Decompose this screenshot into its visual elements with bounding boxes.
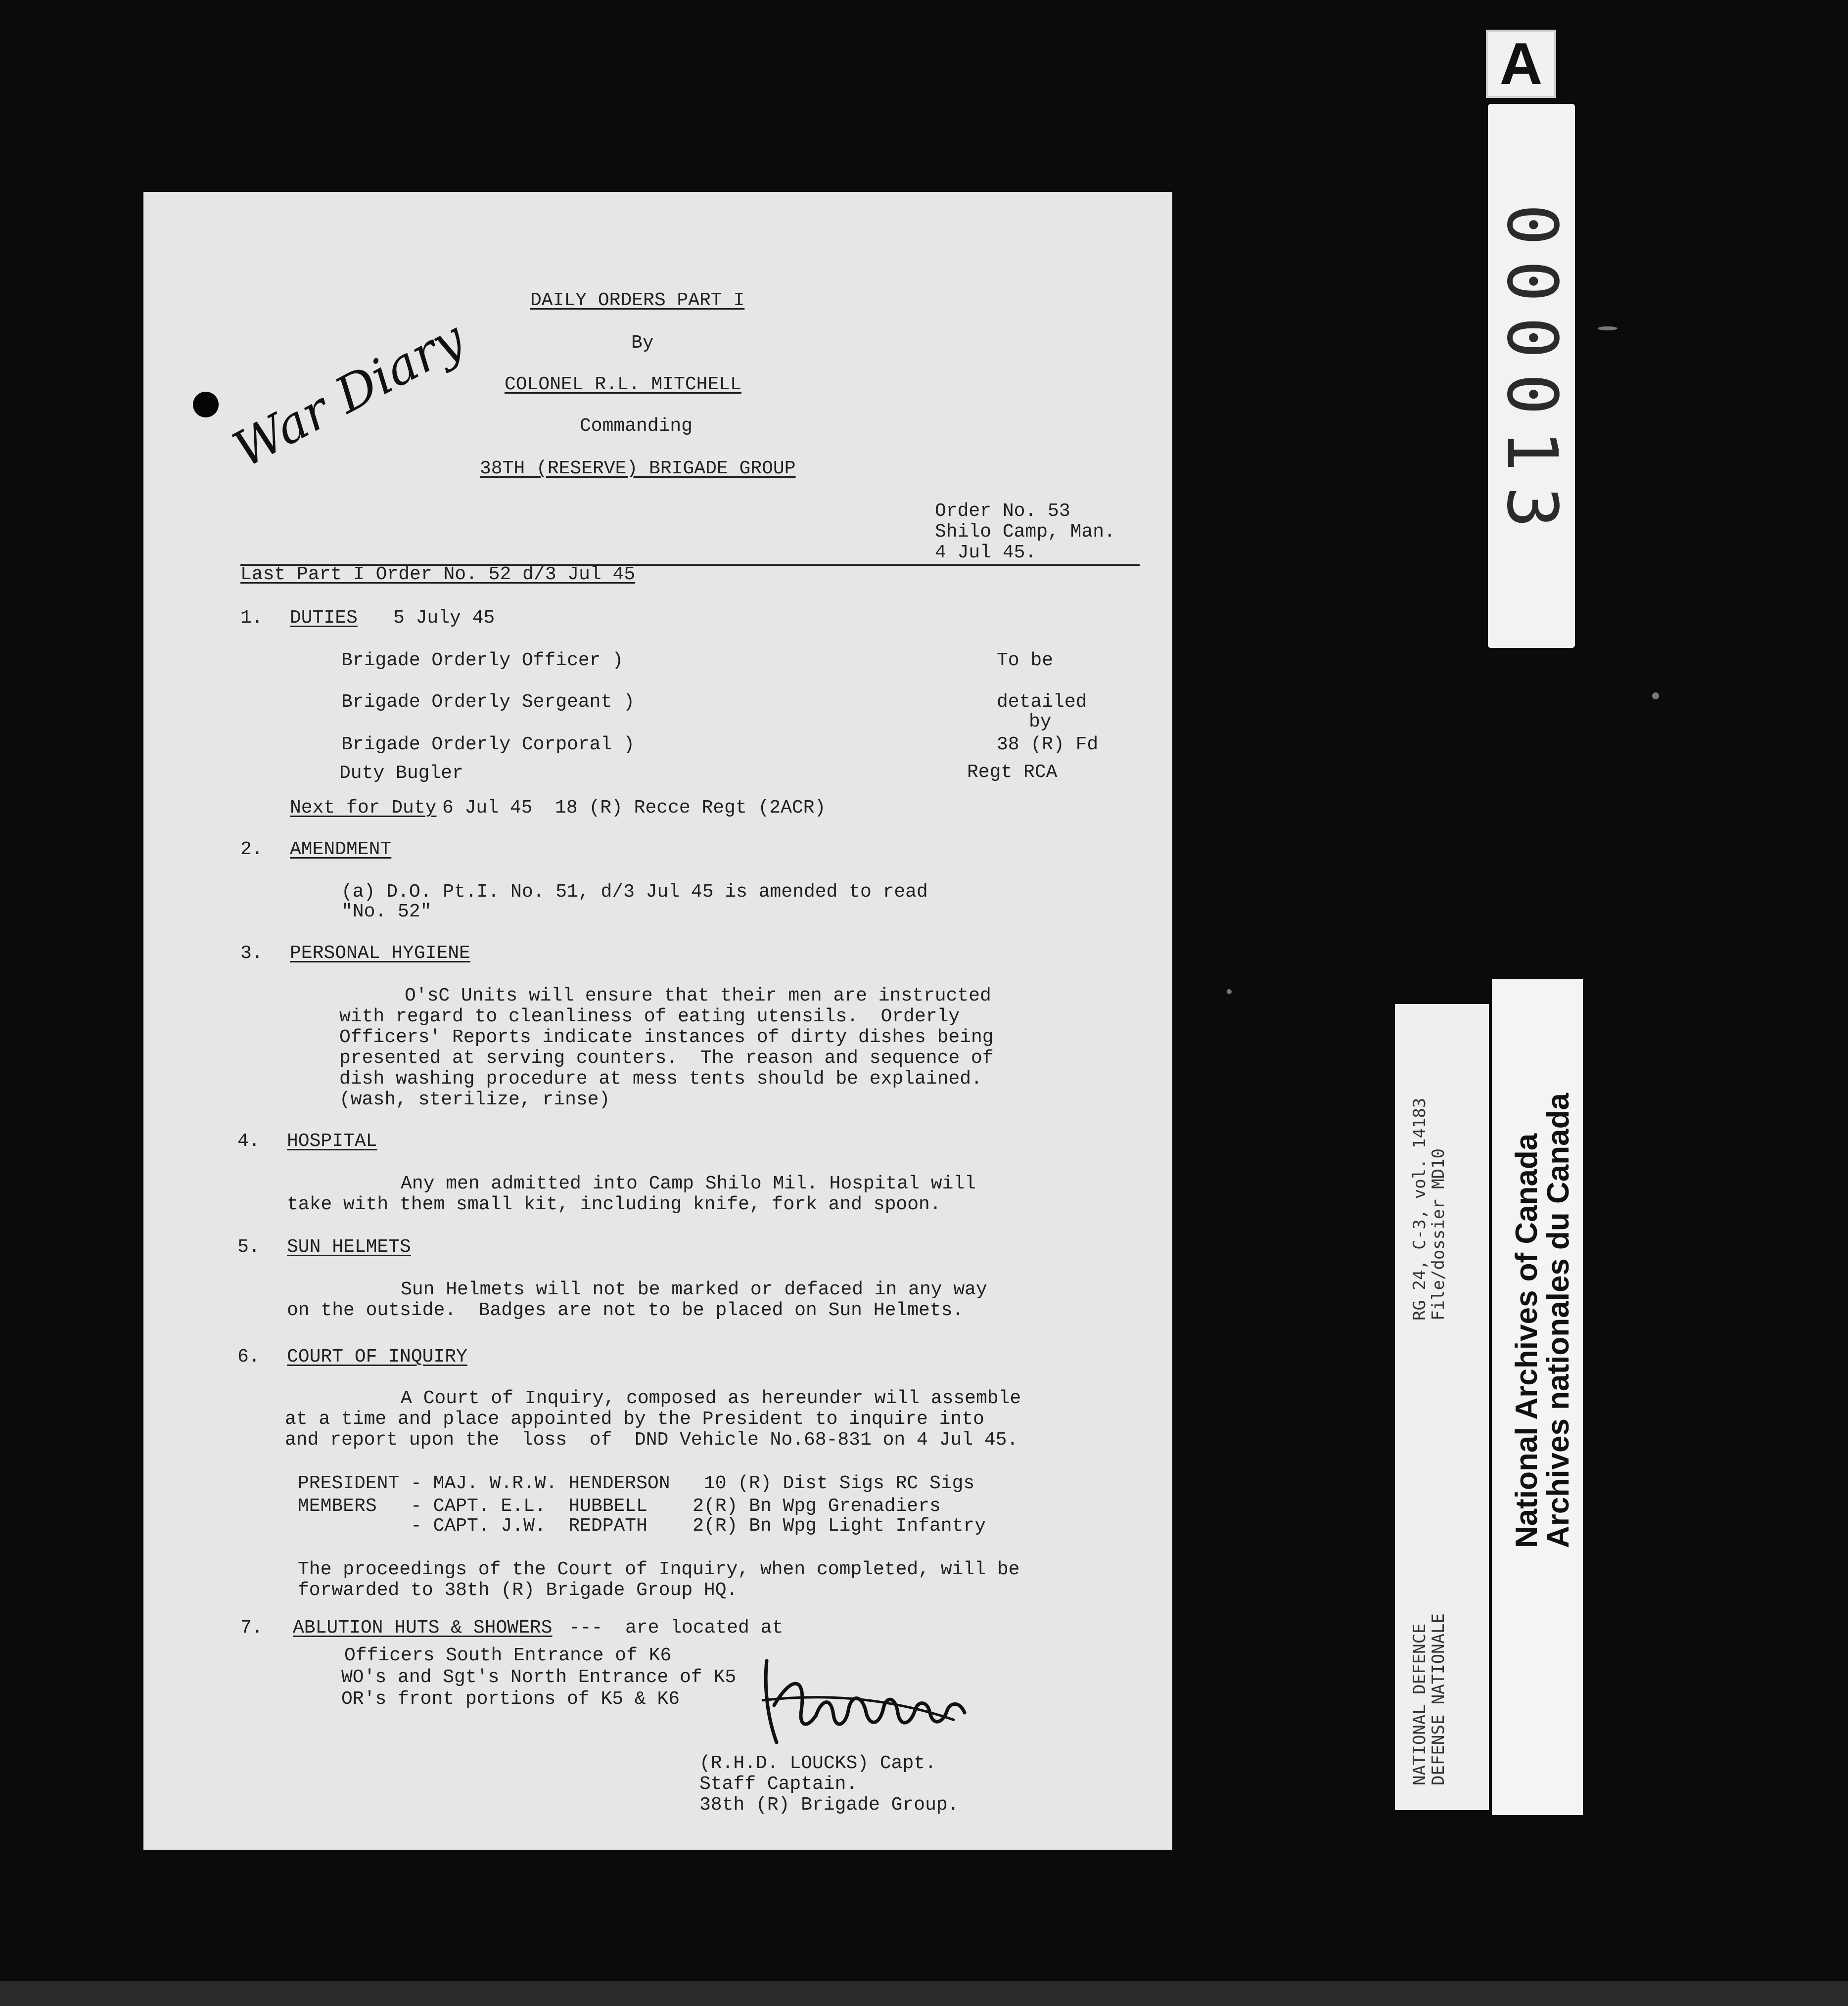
hospital-line: Any men admitted into Camp Shilo Mil. Hospital will	[401, 1173, 976, 1194]
section-heading-inquiry: COURT OF INQUIRY	[287, 1346, 467, 1368]
duty-line: Brigade Orderly Officer )	[341, 650, 624, 671]
doc-title: DAILY ORDERS PART I	[530, 290, 745, 311]
section-heading-duties: DUTIES	[290, 607, 358, 629]
archives-slip	[1492, 979, 1583, 1815]
duty-detail: by	[1029, 711, 1052, 732]
inquiry-member: PRESIDENT - MAJ. W.R.W. HENDERSON 10 (R) Dist Sigs RC Sigs	[298, 1473, 975, 1494]
film-bottom-strip	[0, 1981, 1848, 2006]
hygiene-line: with regard to cleanliness of eating utensils. Orderly	[339, 1006, 960, 1027]
order-document	[143, 192, 1172, 1850]
section-heading-helmets: SUN HELMETS	[287, 1236, 411, 1258]
section-heading-ablution: ABLUTION HUTS & SHOWERS	[293, 1617, 553, 1639]
reference-slip	[1395, 1004, 1489, 1810]
inquiry-line: A Court of Inquiry, composed as hereunder will assemble	[401, 1388, 1021, 1409]
ablution-line: OR's front portions of K5 & K6	[341, 1688, 680, 1710]
hygiene-line: (wash, sterilize, rinse)	[339, 1089, 610, 1110]
duty-detail: 38 (R) Fd	[997, 734, 1099, 755]
duty-detail: To be	[997, 650, 1054, 671]
file-reference: File/dossier MD10	[1429, 1148, 1448, 1321]
duty-line: Brigade Orderly Corporal )	[341, 734, 635, 755]
next-for-duty-text: 6 Jul 45 18 (R) Recce Regt (2ACR)	[442, 797, 826, 819]
punch-dot	[193, 392, 219, 417]
section-heading-hygiene: PERSONAL HYGIENE	[290, 943, 470, 964]
archives-name-en: National Archives of Canada	[1510, 1133, 1544, 1548]
amendment-line: (a) D.O. Pt.I. No. 51, d/3 Jul 45 is amended to read	[341, 881, 928, 903]
archive-frame-label: A	[1486, 30, 1556, 98]
inquiry-member: MEMBERS - CAPT. E.L. HUBBELL 2(R) Bn Wpg Grenadiers	[298, 1496, 941, 1517]
next-for-duty-label: Next for Duty	[290, 797, 437, 819]
archives-name-fr: Archives nationales du Canada	[1541, 1093, 1575, 1548]
duty-line: Brigade Orderly Sergeant )	[341, 691, 635, 713]
section-number: 6.	[237, 1346, 260, 1368]
order-date: 4 Jul 45.	[935, 542, 1037, 563]
frame-number-strip	[1488, 104, 1575, 648]
signatory-title: Staff Captain.	[699, 1774, 858, 1795]
defence-fr: DEFENSE NATIONALE	[1429, 1613, 1448, 1785]
signatory-unit: 38th (R) Brigade Group.	[699, 1794, 959, 1816]
dust-speck	[1652, 692, 1659, 699]
frame-number: 000013	[1491, 204, 1572, 543]
dust-speck	[1598, 326, 1617, 330]
dust-speck	[1227, 989, 1232, 994]
handwritten-annotation: War Diary	[224, 309, 474, 479]
section-number: 1.	[240, 607, 263, 629]
last-order: Last Part I Order No. 52 d/3 Jul 45	[240, 564, 636, 585]
section-number: 2.	[240, 839, 263, 860]
inquiry-member: - CAPT. J.W. REDPATH 2(R) Bn Wpg Light Infantry	[298, 1515, 986, 1537]
amendment-line: "No. 52"	[341, 901, 432, 922]
helmets-line: Sun Helmets will not be marked or defaced in any way	[401, 1279, 987, 1300]
section-number: 4.	[237, 1131, 260, 1152]
order-number: Order No. 53	[935, 501, 1070, 522]
duty-detail: Regt RCA	[967, 762, 1058, 783]
hygiene-line: dish washing procedure at mess tents should be explained.	[339, 1068, 982, 1090]
doc-commander: COLONEL R.L. MITCHELL	[505, 374, 741, 395]
inquiry-line: forwarded to 38th (R) Brigade Group HQ.	[298, 1580, 738, 1601]
section-number: 3.	[240, 943, 263, 964]
doc-commanding: Commanding	[580, 415, 693, 437]
section-number: 7.	[240, 1617, 263, 1639]
section-heading-amendment: AMENDMENT	[290, 839, 392, 860]
hospital-line: take with them small kit, including knife, fork and spoon.	[287, 1194, 941, 1215]
signatory-name: (R.H.D. LOUCKS) Capt.	[699, 1753, 936, 1774]
ablution-line: Officers South Entrance of K6	[344, 1645, 672, 1666]
defence-en: NATIONAL DEFENCE	[1410, 1623, 1430, 1785]
doc-by: By	[631, 332, 654, 354]
hygiene-line: presented at serving counters. The reason and sequence of	[339, 1048, 994, 1069]
hygiene-line: O'sC Units will ensure that their men are instructed	[405, 985, 991, 1006]
hygiene-line: Officers' Reports indicate instances of dirty dishes being	[339, 1027, 994, 1048]
inquiry-line: The proceedings of the Court of Inquiry, when completed, will be	[298, 1559, 1020, 1580]
section-heading-hospital: HOSPITAL	[287, 1131, 377, 1152]
section-number: 5.	[237, 1236, 260, 1258]
order-location: Shilo Camp, Man.	[935, 521, 1115, 543]
duty-detail: detailed	[997, 691, 1087, 713]
rg-reference: RG 24, C-3, vol. 14183	[1410, 1097, 1430, 1321]
duty-line: Duty Bugler	[339, 763, 463, 784]
ablution-line: WO's and Sgt's North Entrance of K5	[341, 1667, 737, 1688]
inquiry-line: and report upon the loss of DND Vehicle No.68-831 on 4 Jul 45.	[285, 1429, 1018, 1451]
inquiry-line: at a time and place appointed by the President to inquire into	[285, 1409, 984, 1430]
ablution-intro: --- are located at	[569, 1617, 784, 1639]
doc-unit: 38TH (RESERVE) BRIGADE GROUP	[480, 458, 796, 479]
signature	[747, 1646, 974, 1755]
helmets-line: on the outside. Badges are not to be placed on Sun Helmets.	[287, 1300, 964, 1321]
duties-date: 5 July 45	[393, 607, 495, 629]
